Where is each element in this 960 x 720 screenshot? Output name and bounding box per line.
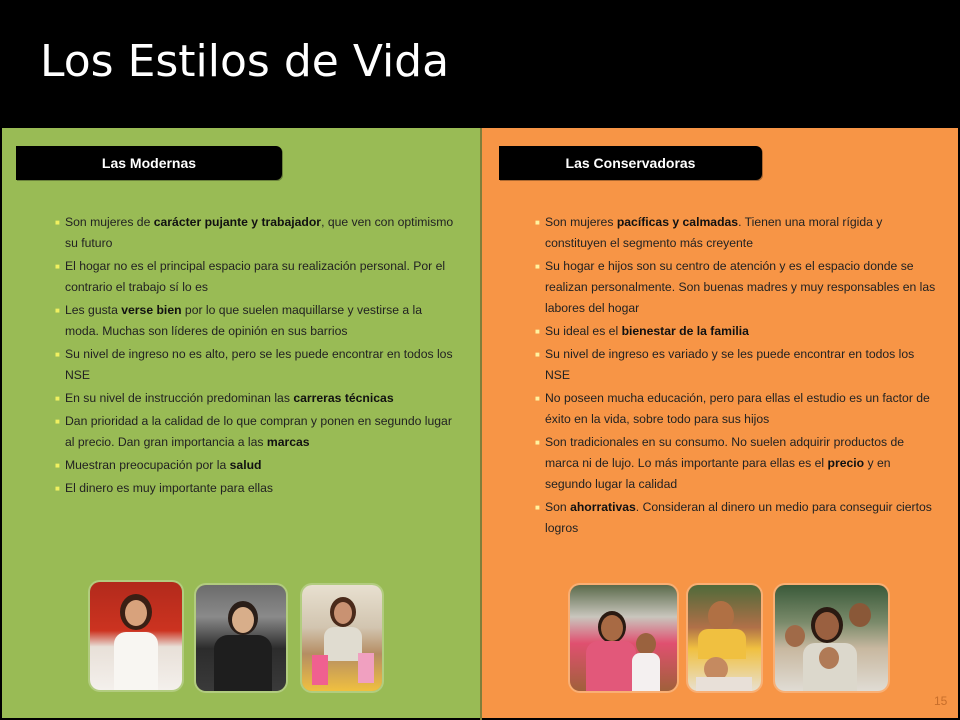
bullet-text: Les gusta <box>65 303 122 317</box>
bullet-text: . Consideran al dinero un medio para conseguir ciertos logros <box>545 500 932 535</box>
modernas-bullet-list <box>56 212 456 501</box>
bullet-emphasis: verse bien <box>121 303 182 317</box>
bullet-square-icon: ■ <box>55 350 60 359</box>
bullet-text: , que ven con optimismo su futuro <box>65 215 454 250</box>
bullet-item <box>536 256 938 319</box>
bullet-square-icon: ■ <box>535 503 540 512</box>
bullet-item <box>56 256 456 298</box>
bullet-square-icon: ■ <box>55 394 60 403</box>
bullet-text: El hogar no es el principal espacio para su realización personal. Por el contrario el trabajo sí lo es <box>65 259 446 294</box>
bullet-square-icon: ■ <box>55 417 60 426</box>
bullet-emphasis: carreras técnicas <box>293 391 394 405</box>
bullet-item <box>56 411 456 453</box>
bullet-item <box>536 321 938 342</box>
bullet-item <box>536 344 938 386</box>
bullet-square-icon: ■ <box>535 327 540 336</box>
modern-woman-photo-1 <box>90 582 182 690</box>
bullet-text: por lo que suelen maquillarse y vestirse a la moda. Muchas son líderes de opinión en sus barrios <box>65 303 423 338</box>
modernas-heading: Las Modernas <box>16 146 282 180</box>
page-number: 15 <box>934 694 948 708</box>
bullet-square-icon: ■ <box>55 484 60 493</box>
bullet-text: En su nivel de instrucción predominan las <box>65 391 294 405</box>
bullet-item <box>56 455 456 476</box>
modern-woman-photo-2 <box>196 585 286 691</box>
bullet-text: Su hogar e hijos son su centro de atención y es el espacio donde se realizan personalmente. Son buenas madres y muy responsables en las labores del hogar <box>545 259 936 315</box>
bullet-square-icon: ■ <box>535 350 540 359</box>
conservative-family-photo-2 <box>688 585 761 691</box>
bullet-text: Son <box>545 500 571 514</box>
bullet-square-icon: ■ <box>535 438 540 447</box>
bullet-item <box>56 344 456 386</box>
bullet-item <box>56 212 456 254</box>
bullet-item <box>536 388 938 430</box>
bullet-text: No poseen mucha educación, pero para ellas el estudio es un factor de éxito en la vida, sobre todo para sus hijos <box>545 391 930 426</box>
bullet-item <box>56 478 456 499</box>
bullet-square-icon: ■ <box>535 394 540 403</box>
conservative-family-photo-1 <box>570 585 677 691</box>
bullet-text: Dan prioridad a la calidad de lo que compran y ponen en segundo lugar al precio. Dan gran importancia a las <box>65 414 452 449</box>
modern-woman-photo-3 <box>302 585 382 691</box>
bullet-text: El dinero es muy importante para ellas <box>65 481 273 495</box>
bullet-text: Su ideal es el <box>545 324 622 338</box>
bullet-text: . Tienen una moral rígida y constituyen el segmento más creyente <box>545 215 883 250</box>
bullet-text: Son mujeres <box>545 215 617 229</box>
conservadoras-bullet-list <box>536 212 938 541</box>
bullet-text: Son mujeres de <box>65 215 154 229</box>
bullet-emphasis: carácter pujante y trabajador <box>153 215 322 229</box>
conservadoras-heading: Las Conservadoras <box>499 146 762 180</box>
bullet-text: Muestran preocupación por la <box>65 458 230 472</box>
bullet-square-icon: ■ <box>55 461 60 470</box>
bullet-emphasis: ahorrativas <box>570 500 636 514</box>
bullet-item <box>536 432 938 495</box>
bullet-emphasis: salud <box>229 458 262 472</box>
bullet-text: y en segundo lugar la calidad <box>545 456 891 491</box>
bullet-emphasis: bienestar de la familia <box>621 324 749 338</box>
bullet-item <box>536 497 938 539</box>
bullet-text: Su nivel de ingreso es variado y se les puede encontrar en todos los NSE <box>545 347 915 382</box>
bullet-square-icon: ■ <box>535 218 540 227</box>
bullet-square-icon: ■ <box>55 218 60 227</box>
conservative-family-photo-3 <box>775 585 888 691</box>
slide-title: Los Estilos de Vida <box>40 36 450 87</box>
slide-header <box>0 0 960 128</box>
bullet-emphasis: pacíficas y calmadas <box>616 215 739 229</box>
bullet-square-icon: ■ <box>535 262 540 271</box>
bullet-item <box>56 300 456 342</box>
bullet-item <box>536 212 938 254</box>
bullet-square-icon: ■ <box>55 262 60 271</box>
bullet-emphasis: marcas <box>266 435 310 449</box>
bullet-text: Su nivel de ingreso no es alto, pero se les puede encontrar en todos los NSE <box>65 347 453 382</box>
bullet-item <box>56 388 456 409</box>
bullet-square-icon: ■ <box>55 306 60 315</box>
bullet-emphasis: precio <box>827 456 865 470</box>
bullet-text: Son tradicionales en su consumo. No suelen adquirir productos de marca ni de lujo. Lo más importante para ellas es el <box>545 435 905 470</box>
